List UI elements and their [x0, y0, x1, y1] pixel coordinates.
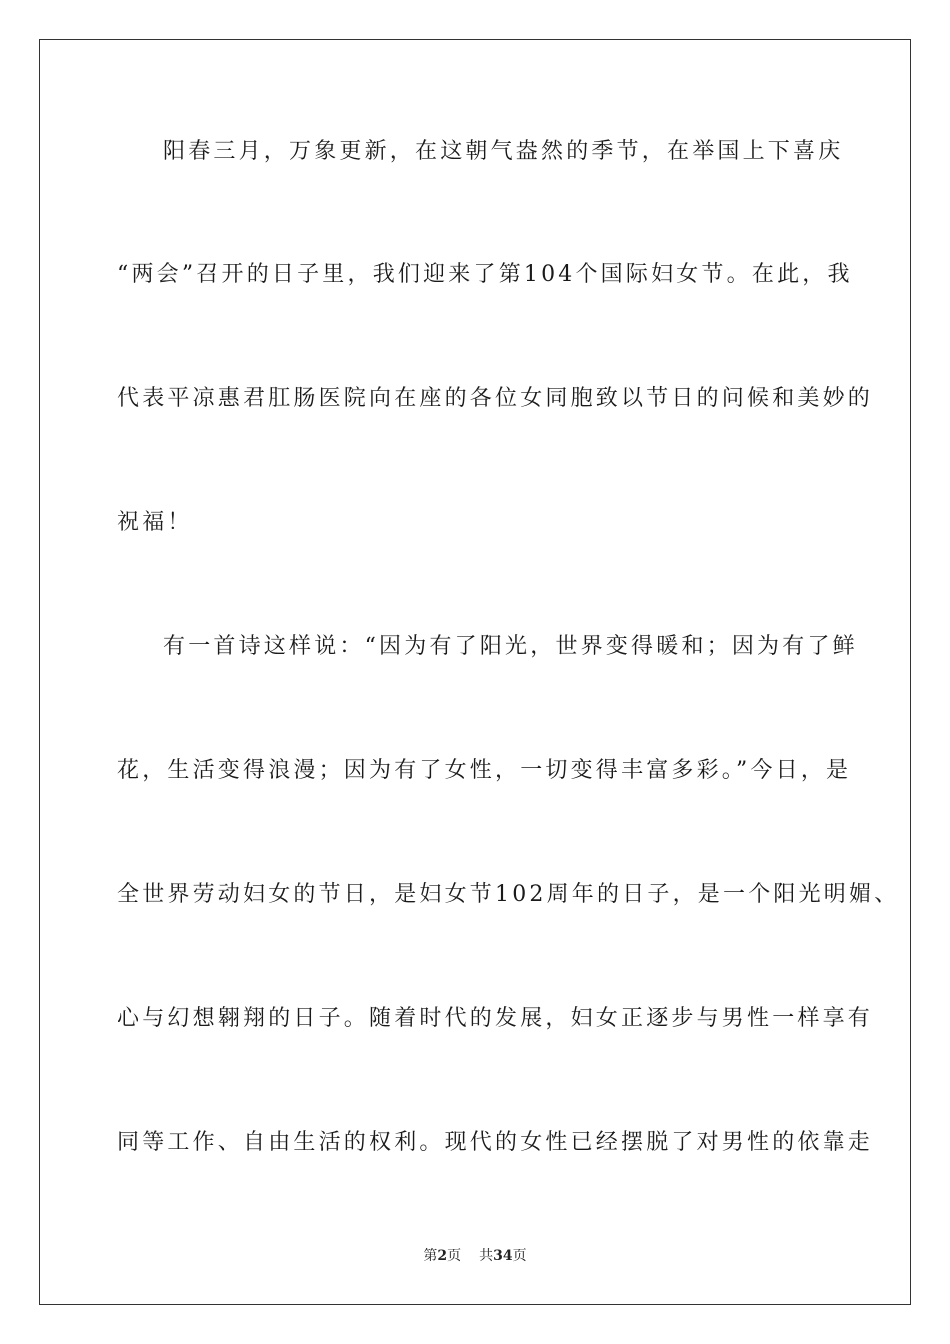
- text-line-5: 有一首诗这样说：“因为有了阳光，世界变得暖和；因为有了鲜: [163, 634, 858, 659]
- text-line-6: 花，生活变得浪漫；因为有了女性，一切变得丰富多彩。”今日，是: [117, 758, 852, 783]
- total-suffix: 页: [512, 1248, 527, 1264]
- text-line-3: 代表平凉惠君肛肠医院向在座的各位女同胞致以节日的问候和美妙的: [117, 386, 874, 411]
- text-line-1: 阳春三月，万象更新，在这朝气盎然的季节，在举国上下喜庆: [163, 139, 844, 164]
- page-prefix: 第: [423, 1248, 438, 1264]
- total-pages: 34: [493, 1248, 513, 1264]
- text-line-2: “两会”召开的日子里，我们迎来了第104个国际妇女节。在此，我: [117, 262, 853, 287]
- text-line-9: 同等工作、自由生活的权利。现代的女性已经摆脱了对男性的依靠走: [117, 1130, 874, 1155]
- text-line-8: 心与幻想翱翔的日子。随着时代的发展，妇女正逐步与男性一样享有: [117, 1006, 874, 1031]
- page-footer: [0, 1245, 950, 1265]
- total-prefix: 共: [479, 1248, 494, 1264]
- text-line-7: 全世界劳动妇女的节日，是妇女节102周年的日子，是一个阳光明媚、: [117, 882, 900, 907]
- text-line-4: 祝福！: [117, 510, 193, 535]
- page-border: [39, 39, 911, 1305]
- page-suffix: 页: [447, 1248, 462, 1264]
- page-number: 2: [437, 1248, 448, 1264]
